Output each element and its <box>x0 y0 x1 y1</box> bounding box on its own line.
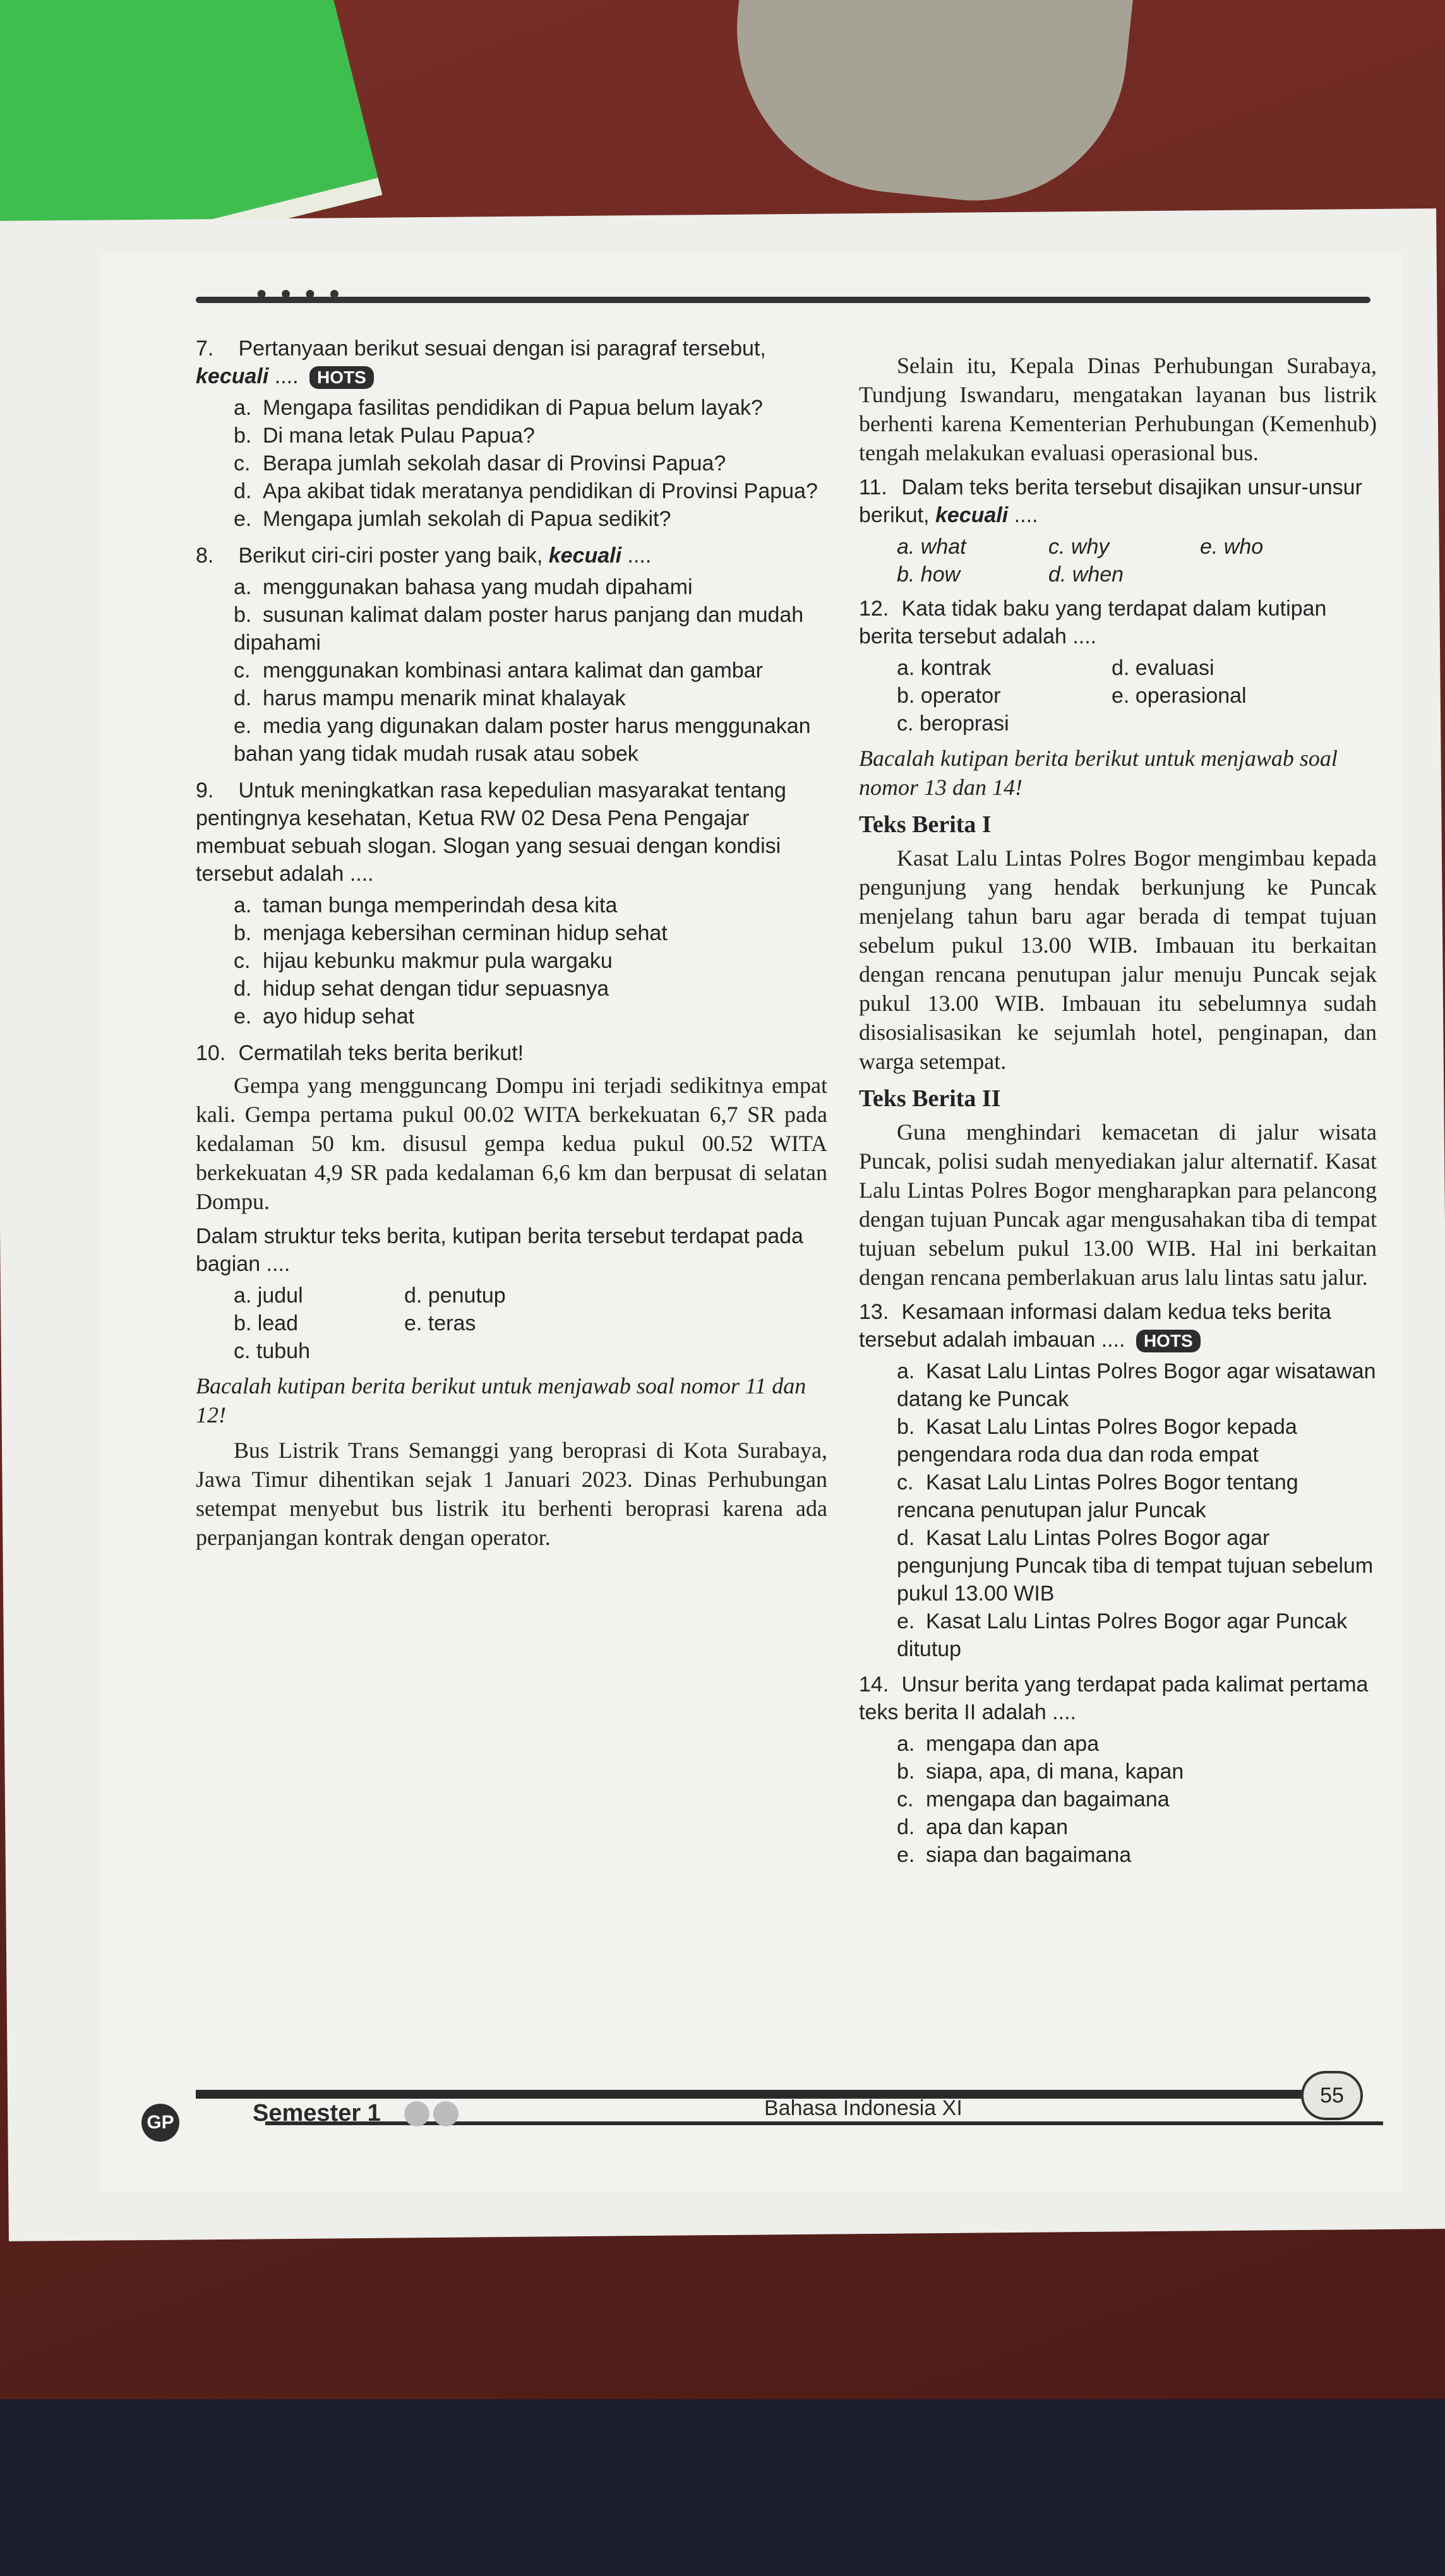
option-label: e. <box>234 1005 252 1029</box>
hots-badge: HOTS <box>1136 1330 1201 1352</box>
question-7 <box>196 335 827 390</box>
option-12e: e. operasional <box>1112 684 1247 708</box>
question-tail: .... <box>1014 503 1038 527</box>
option-text: Kasat Lalu Lintas Polres Bogor agar Puncak ditutup <box>897 1609 1348 1661</box>
option-label: b. <box>234 921 252 945</box>
option-label: c. <box>234 451 251 475</box>
question-number: 9. <box>196 778 214 802</box>
text-2-body: Guna menghindari kemacetan di jalur wisata Puncak, polisi sudah menyediakan jalur alternatif. Kasat Lalu Lintas Polres Bogor mengharapkan para pelancong dengan tujuan Puncak agar mengusahakan tiba di tempat tujuan sebelum pukul 13.00 WIB. Hal ini berkaitan dengan rencana pemberlakuan arus lalu lintas satu jalur. <box>859 1119 1377 1290</box>
right-column <box>859 347 1377 1869</box>
option-12d: d. evaluasi <box>1112 656 1214 680</box>
option-text: apa dan kapan <box>926 1815 1068 1839</box>
option-7c <box>196 450 827 477</box>
circle-icon <box>433 2101 459 2126</box>
page-number: 55 <box>1301 2071 1363 2120</box>
news-passage-bus: Bus Listrik Trans Semanggi yang beroprasi di Kota Surabaya, Jawa Timur dihentikan sejak 1 Januari 2023. Dinas Perhubungan setempat menyebut bus listrik itu berhenti beroprasi karena ada perpanjangan kontrak dengan operator. <box>196 1438 827 1550</box>
option-text: menggunakan bahasa yang mudah dipahami <box>263 575 693 599</box>
option-label: c. <box>234 659 251 683</box>
option-13b <box>859 1413 1377 1469</box>
option-label: d. <box>234 479 252 503</box>
top-dots: ● ● ● ● <box>256 283 344 304</box>
option-label: d. <box>897 1815 915 1839</box>
question-number: 8. <box>196 544 214 568</box>
option-label: e. <box>234 507 252 531</box>
subject-label: Bahasa Indonesia XI <box>764 2096 962 2120</box>
question-8 <box>196 542 827 569</box>
question-number: 10. <box>196 1041 226 1065</box>
top-rule <box>196 297 1370 303</box>
question-9 <box>196 777 827 888</box>
option-11a: a. what <box>897 535 966 559</box>
question-stem: Kata tidak baku yang terdapat dalam kutipan berita tersebut adalah .... <box>859 597 1327 648</box>
option-text: ayo hidup sehat <box>263 1005 415 1029</box>
question-tail: .... <box>274 364 299 388</box>
option-9b <box>196 919 827 947</box>
option-10c: c. tubuh <box>234 1339 310 1363</box>
option-text: harus mampu menarik minat khalayak <box>263 686 626 710</box>
options-12-row2 <box>859 682 1377 710</box>
question-13 <box>859 1298 1377 1354</box>
text-2-title: Teks Berita II <box>859 1085 1001 1112</box>
option-8a <box>196 573 827 601</box>
option-text: mengapa dan apa <box>926 1732 1100 1756</box>
news-passage-gempa: Gempa yang mengguncang Dompu ini terjadi sedikitnya empat kali. Gempa pertama pukul 00.02 WITA berkekuatan 6,7 SR pada kedalaman 50 km. disusul gempa kedua pukul 00.52 WITA berkekuatan 4,9 SR pada kedalaman 6,6 km dan berpusat di selatan Dompu. <box>196 1073 827 1214</box>
option-13c <box>859 1469 1377 1524</box>
option-8b <box>196 601 827 657</box>
option-7d <box>196 477 827 505</box>
options-10-row1 <box>196 1282 827 1309</box>
instruction-13-14: Bacalah kutipan berita berikut untuk menjawab soal nomor 13 dan 14! <box>859 746 1338 800</box>
option-text: Di mana letak Pulau Papua? <box>263 424 535 448</box>
question-stem: Cermatilah teks berita berikut! <box>238 1041 524 1065</box>
option-text: Berapa jumlah sekolah dasar di Provinsi Papua? <box>263 451 726 475</box>
question-10 <box>196 1039 827 1067</box>
option-label: d. <box>897 1526 915 1550</box>
option-10a: a. judul <box>234 1284 303 1308</box>
floor <box>0 2399 1445 2576</box>
option-text: menjaga kebersihan cerminan hidup sehat <box>263 921 668 945</box>
option-label: a. <box>234 575 252 599</box>
question-stem: Pertanyaan berikut sesuai dengan isi paragraf tersebut, <box>238 337 766 361</box>
option-9a <box>196 891 827 919</box>
option-12a: a. kontrak <box>897 656 992 680</box>
question-emphasis: kecuali <box>196 364 269 388</box>
option-11c: c. why <box>1048 535 1110 559</box>
question-stem: Berikut ciri-ciri poster yang baik, <box>238 544 543 568</box>
option-text: Kasat Lalu Lintas Polres Bogor tentang rencana penutupan jalur Puncak <box>897 1470 1298 1522</box>
page-footer <box>101 2065 1402 2166</box>
option-11e: e. who <box>1200 535 1264 559</box>
option-label: a. <box>234 396 252 420</box>
option-label: c. <box>234 949 251 973</box>
question-number: 12. <box>859 597 889 621</box>
question-emphasis: kecuali <box>548 544 622 568</box>
option-label: e. <box>897 1609 915 1633</box>
question-tail: .... <box>627 544 652 568</box>
option-label: e. <box>234 714 252 738</box>
option-text: taman bunga memperindah desa kita <box>263 893 618 917</box>
option-label: d. <box>234 977 252 1001</box>
option-9c <box>196 947 827 975</box>
option-10d: d. penutup <box>404 1284 506 1308</box>
option-10b: b. lead <box>234 1311 299 1335</box>
option-text: Kasat Lalu Lintas Polres Bogor agar wisatawan datang ke Puncak <box>897 1359 1376 1411</box>
option-text: susunan kalimat dalam poster harus panjang dan mudah dipahami <box>234 603 804 655</box>
options-12-row3 <box>859 710 1377 737</box>
option-label: a. <box>897 1359 915 1383</box>
option-8e <box>196 712 827 768</box>
question-number: 14. <box>859 1673 889 1696</box>
options-12-row1 <box>859 654 1377 682</box>
option-10e: e. teras <box>404 1311 476 1335</box>
option-14e <box>859 1841 1377 1869</box>
option-11b: b. how <box>897 563 961 587</box>
option-12b: b. operator <box>897 684 1001 708</box>
option-13a <box>859 1357 1377 1413</box>
options-11-row2 <box>859 561 1377 588</box>
decorative-circles <box>404 2101 462 2130</box>
option-label: b. <box>234 603 252 627</box>
option-8d <box>196 684 827 712</box>
option-14b <box>859 1758 1377 1786</box>
option-11d: d. when <box>1048 563 1124 587</box>
options-10-row3 <box>196 1337 827 1365</box>
question-emphasis: kecuali <box>935 503 1009 527</box>
option-text: mengapa dan bagaimana <box>926 1787 1170 1811</box>
option-label: c. <box>897 1470 914 1494</box>
option-9d <box>196 975 827 1003</box>
question-12 <box>859 595 1377 650</box>
options-10-row2 <box>196 1309 827 1337</box>
question-14 <box>859 1671 1377 1726</box>
option-7a <box>196 394 827 422</box>
option-14c <box>859 1786 1377 1813</box>
option-14a <box>859 1730 1377 1758</box>
option-7e <box>196 505 827 533</box>
question-11 <box>859 474 1377 529</box>
question-number: 13. <box>859 1300 889 1324</box>
news-passage-continued: Selain itu, Kepala Dinas Perhubungan Surabaya, Tundjung Iswandaru, mengatakan layanan bus listrik berhenti karena Kementerian Perhubungan (Kemenhub) tengah melakukan evaluasi operasional bus. <box>859 353 1377 465</box>
hots-badge: HOTS <box>309 366 374 389</box>
option-text: Mengapa jumlah sekolah di Papua sedikit? <box>263 507 671 531</box>
option-text: Kasat Lalu Lintas Polres Bogor kepada pengendara roda dua dan roda empat <box>897 1415 1297 1467</box>
option-text: Kasat Lalu Lintas Polres Bogor agar pengunjung Puncak tiba di tempat tujuan sebelum pukul 13.00 WIB <box>897 1526 1374 1606</box>
worksheet-page <box>101 253 1402 2191</box>
option-12c: c. beroprasi <box>897 712 1009 736</box>
question-stem: Dalam teks berita tersebut disajikan unsur-unsur berikut, <box>859 475 1362 527</box>
question-10-prompt: Dalam struktur teks berita, kutipan berita tersebut terdapat pada bagian .... <box>196 1224 803 1276</box>
question-number: 7. <box>196 337 214 361</box>
option-14d <box>859 1813 1377 1841</box>
question-number: 11. <box>859 475 887 499</box>
instruction-11-12: Bacalah kutipan berita berikut untuk menjawab soal nomor 11 dan 12! <box>196 1373 806 1428</box>
option-label: b. <box>897 1415 915 1439</box>
text-1-body: Kasat Lalu Lintas Polres Bogor mengimbau kepada pengunjung yang hendak berkunjung ke Puncak menjelang tahun baru agar berada di tempat tujuan sebelum pukul 13.00 WIB. Imbauan itu berkaitan dengan rencana penutupan jalur menuju Puncak sejak pukul 13.00 WIB. Imbauan itu sebelumnya sudah disosialisasikan ke sejumlah hotel, penginapan, dan warga setempat. <box>859 845 1377 1074</box>
option-text: media yang digunakan dalam poster harus menggunakan bahan yang tidak mudah rusak atau sobek <box>234 714 811 766</box>
publisher-logo-icon: GP <box>141 2104 179 2142</box>
option-9e <box>196 1003 827 1030</box>
option-text: siapa, apa, di mana, kapan <box>926 1760 1184 1784</box>
option-label: d. <box>234 686 252 710</box>
option-text: Mengapa fasilitas pendidikan di Papua belum layak? <box>263 396 763 420</box>
text-1-title: Teks Berita I <box>859 811 992 838</box>
option-7b <box>196 422 827 450</box>
option-text: hidup sehat dengan tidur sepuasnya <box>263 977 609 1001</box>
option-text: Apa akibat tidak meratanya pendidikan di Provinsi Papua? <box>263 479 818 503</box>
option-text: hijau kebunku makmur pula wargaku <box>263 949 613 973</box>
option-label: a. <box>234 893 252 917</box>
option-8c <box>196 657 827 684</box>
option-label: c. <box>897 1787 914 1811</box>
semester-label: Semester 1 <box>253 2100 381 2126</box>
option-label: b. <box>234 424 252 448</box>
option-label: b. <box>897 1760 915 1784</box>
question-stem: Untuk meningkatkan rasa kepedulian masyarakat tentang pentingnya kesehatan, Ketua RW 02 Desa Pena Pengajar membuat sebuah slogan. Slogan yang sesuai dengan kondisi tersebut adalah .... <box>196 778 786 886</box>
options-11-row1 <box>859 533 1377 561</box>
left-column <box>196 335 827 1558</box>
option-label: a. <box>897 1732 915 1756</box>
circle-icon <box>404 2101 429 2126</box>
option-text: siapa dan bagaimana <box>926 1843 1132 1867</box>
option-13d <box>859 1524 1377 1607</box>
option-text: menggunakan kombinasi antara kalimat dan gambar <box>263 659 763 683</box>
question-stem: Unsur berita yang terdapat pada kalimat pertama teks berita II adalah .... <box>859 1673 1369 1724</box>
option-13e <box>859 1607 1377 1663</box>
option-label: e. <box>897 1843 915 1867</box>
question-stem: Kesamaan informasi dalam kedua teks berita tersebut adalah imbauan .... <box>859 1300 1331 1352</box>
